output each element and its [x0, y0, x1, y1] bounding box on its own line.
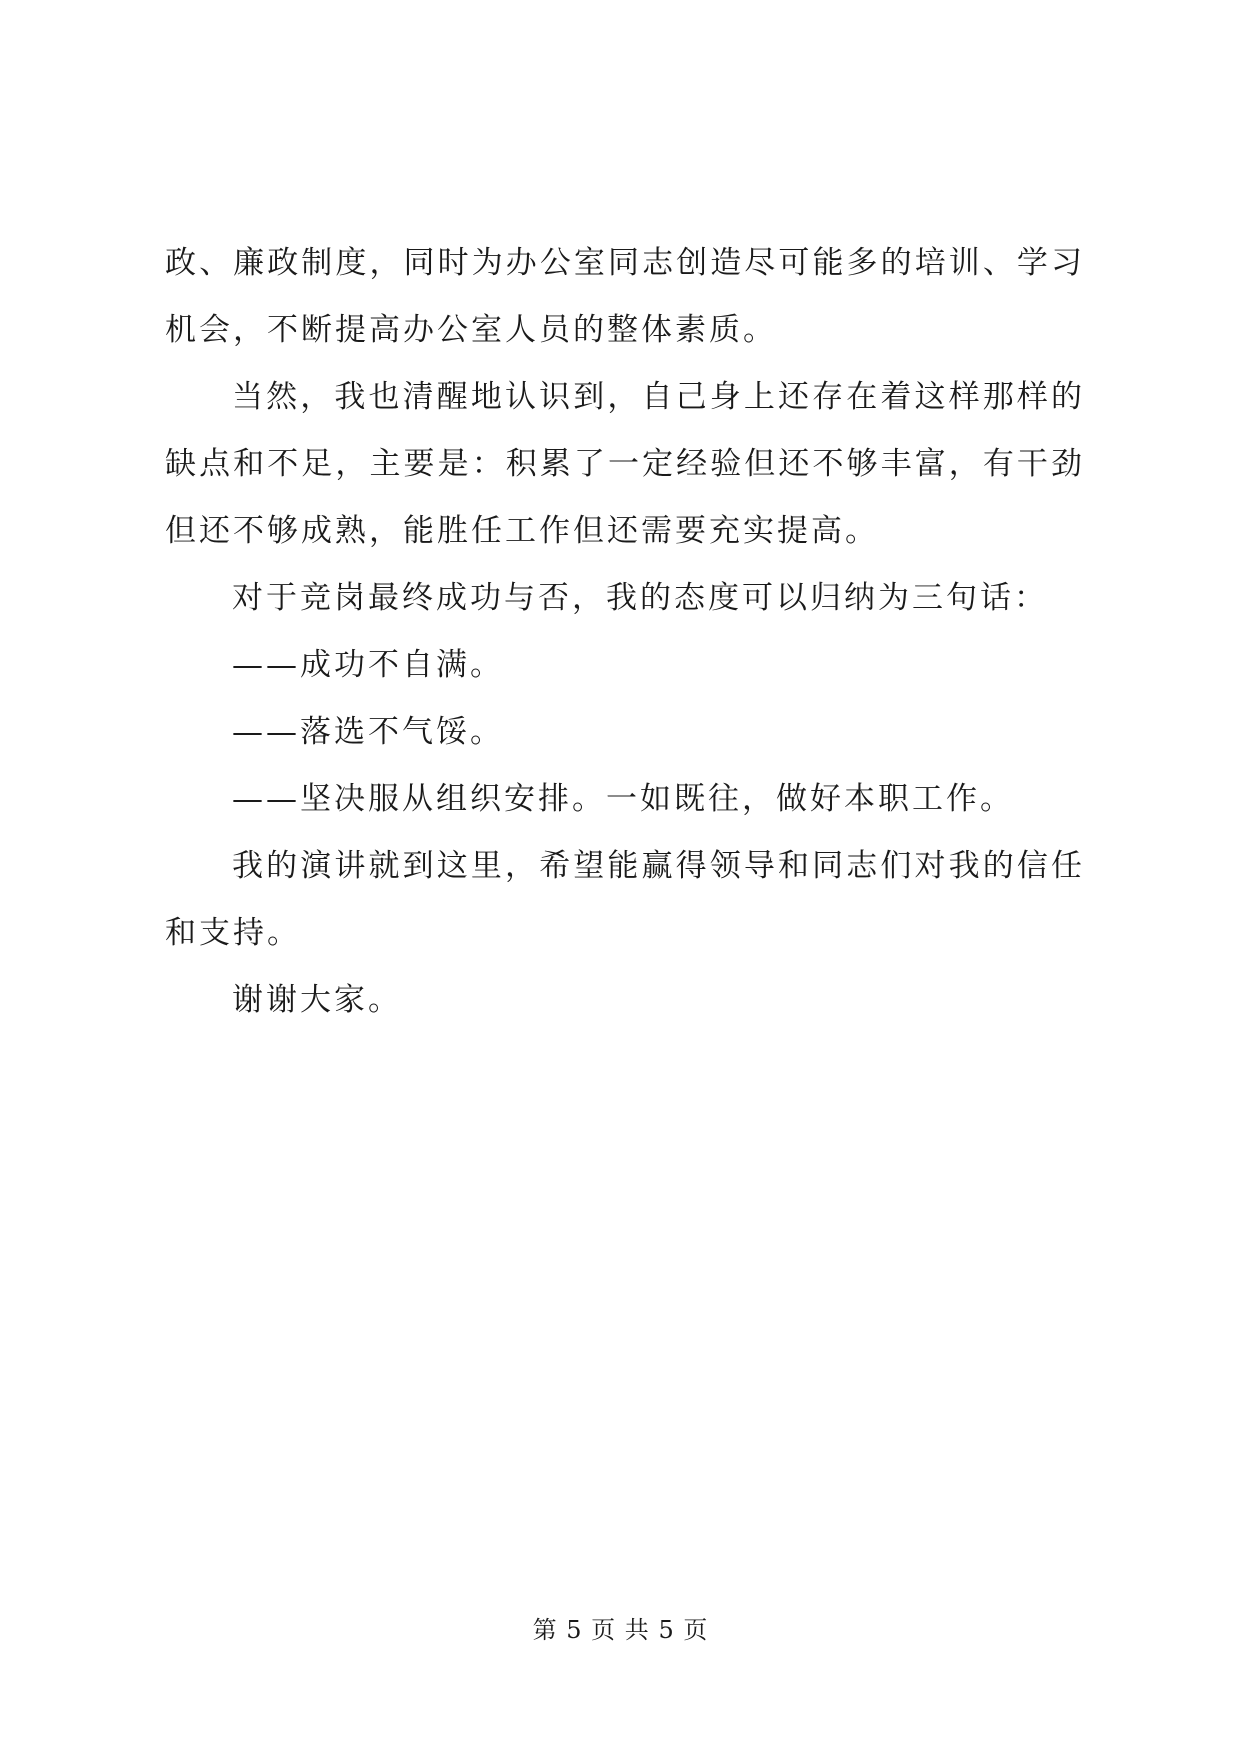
paragraph-point-3: ——坚决服从组织安排。一如既往，做好本职工作。 [232, 781, 1014, 817]
paragraph-point-1: ——成功不自满。 [232, 647, 504, 683]
page-number-footer: 第 5 页 共 5 页 [532, 1616, 709, 1644]
paragraph-attitude: 对于竞岗最终成功与否，我的态度可以归纳为三句话： [232, 580, 1048, 616]
paragraph-shortcomings: 当然，我也清醒地认识到，自己身上还存在着这样那样的缺点和不足，主要是：积累了一定经验但还不够丰富，有干劲但还不够成熟，能胜任工作但还需要充实提高。 [165, 379, 1085, 549]
paragraph-continued: 政、廉政制度，同时为办公室同志创造尽可能多的培训、学习机会，不断提高办公室人员的整体素质。 [165, 245, 1085, 348]
paragraph-closing: 我的演讲就到这里，希望能赢得领导和同志们对我的信任和支持。 [165, 848, 1085, 951]
document-body [165, 230, 1085, 1034]
paragraph-thanks: 谢谢大家。 [232, 982, 402, 1018]
paragraph-point-2: ——落选不气馁。 [232, 714, 504, 750]
